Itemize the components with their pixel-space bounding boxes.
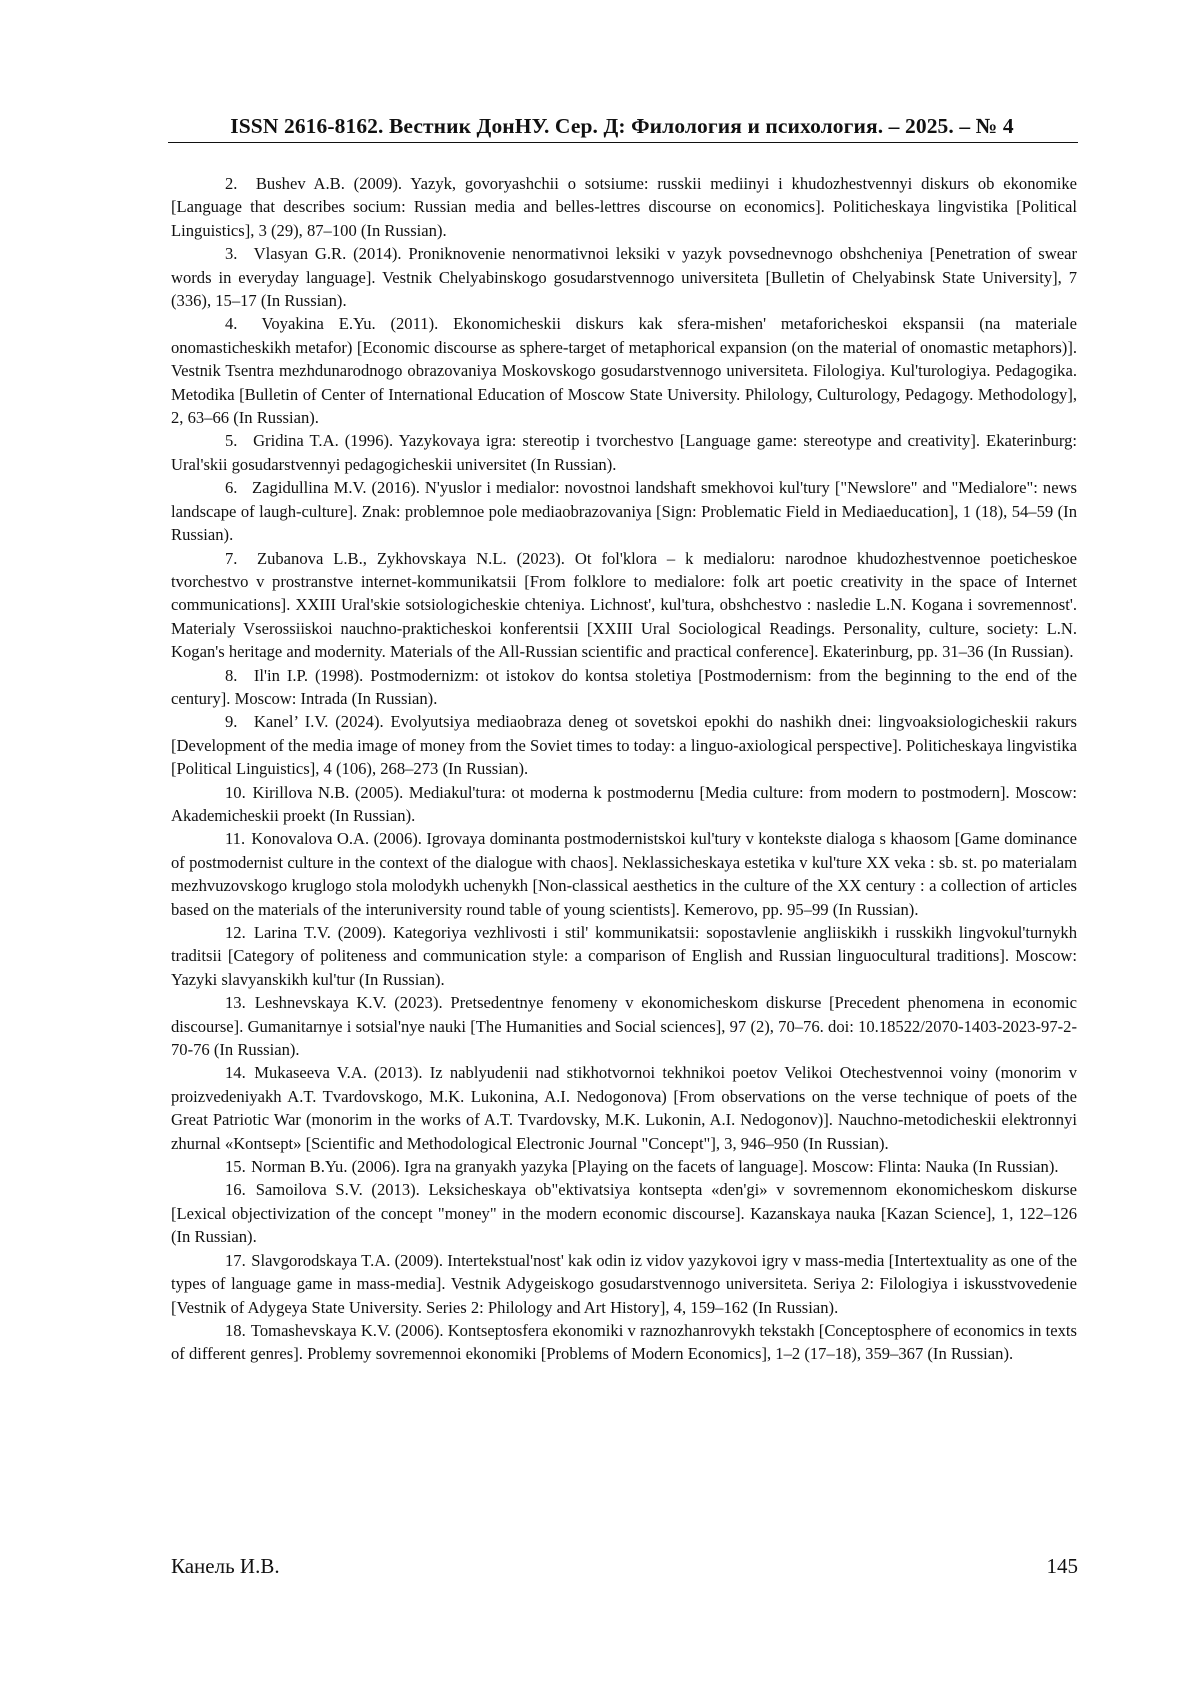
header-divider	[168, 142, 1078, 143]
reference-number: 5.	[225, 431, 238, 451]
reference-text: Slavgorodskaya T.A. (2009). Intertekstual'nost' kak odin iz vidov yazykovoi igry v mass-media [Intertextuality as one of the types of language game in mass-media]. Vestnik Adygeiskogo gosudarstvennogo universiteta. Seriya 2: Filologiya i iskusstvovedenie [Vestnik of Adygeya State University. Series 2: Philology and Art History], 4, 159–162 (In Russian).	[171, 1250, 1077, 1317]
reference-text: Samoilova S.V. (2013). Leksicheskaya ob"ektivatsiya kontsepta «den'gi» v sovremennom ekonomicheskom diskurse [Lexical objectivization of the concept "money" in the modern economic discourse]. Kazanskaya nauka [Kazan Science], 1, 122–126 (In Russian).	[171, 1180, 1077, 1247]
reference-text: Gridina T.A. (1996). Yazykovaya igra: stereotip i tvorchestvo [Language game: stereotype and creativity]. Ekaterinburg: Ural'skii gosudarstvennyi pedagogicheskii universitet (In Russian).	[171, 431, 1077, 474]
reference-item	[171, 664, 1077, 711]
reference-item	[171, 312, 1077, 429]
running-header: ISSN 2616-8162. Вестник ДонНУ. Сер. Д: Филология и психология. – 2025. – № 4	[230, 114, 1014, 138]
reference-number: 10.	[225, 782, 246, 802]
reference-item	[171, 1178, 1077, 1248]
reference-item	[171, 547, 1077, 664]
reference-number: 3.	[225, 244, 238, 264]
reference-item	[171, 429, 1077, 476]
reference-number: 6.	[225, 478, 238, 498]
reference-text: Tomashevskaya K.V. (2006). Kontseptosfera ekonomiki v raznozhanrovykh tekstakh [Conceptosphere of economics in texts of different genres]. Problemy sovremennoi ekonomiki [Problems of Modern Economics], 1–2 (17–18), 359–367 (In Russian).	[171, 1320, 1077, 1364]
reference-item	[171, 991, 1077, 1061]
reference-number: 13.	[225, 993, 246, 1013]
reference-number: 7.	[225, 548, 238, 568]
reference-text: Kanel’ I.V. (2024). Evolyutsiya mediaobraza deneg ot sovetskoi epokhi do nashikh dnei: lingvoaksiologicheskii rakurs [Development of the media image of money from the Soviet times to today: a linguo-axiological perspective]. Politicheskaya lingvistika [Political Linguistics], 4 (106), 268–273 (In Russian).	[171, 712, 1077, 779]
reference-item	[171, 1319, 1077, 1366]
reference-number: 4.	[225, 314, 238, 334]
reference-number: 12.	[225, 923, 246, 942]
reference-number: 8.	[225, 665, 238, 685]
reference-number: 17.	[225, 1250, 246, 1270]
reference-text: Il'in I.P. (1998). Postmodernizm: ot istokov do kontsa stoletiya [Postmodernism: from the beginning to the end of the century]. Moscow: Intrada (In Russian).	[171, 665, 1077, 708]
reference-list	[171, 172, 1077, 1366]
reference-text: Voyakina E.Yu. (2011). Ekonomicheskii diskurs kak sfera-mishen' metaforicheskoi ekspansii (na materiale onomasticheskikh metafor) [Economic discourse as sphere-target of metaphorical expansion (on the material of onomastic metaphors)]. Vestnik Tsentra mezhdunarodnogo obrazovaniya Moskovskogo gosudarstvennogo universiteta. Filologiya. Kul'turologiya. Pedagogika. Metodika [Bulletin of Center of International Education of Moscow State University. Philology, Culturology, Pedagogy. Methodology], 2, 63–66 (In Russian).	[171, 314, 1077, 428]
reference-number: 11.	[225, 829, 246, 849]
page-number: 145	[1046, 1554, 1078, 1578]
reference-number: 16.	[225, 1180, 246, 1200]
reference-number: 2.	[225, 174, 238, 193]
reference-item	[171, 710, 1077, 780]
reference-text: Mukaseeva V.A. (2013). Iz nablyudenii nad stikhotvornoi tekhnikoi poetov Velikoi Otechestvennoi voiny (monorim v proizvedeniyakh A.T. Tvardovskogo, M.K. Lukonina, A.I. Nedogonova) [From observations on the verse technique of poets of the Great Patriotic War (monorim in the works of A.T. Tvardovsky, M.K. Lukonin, A.I. Nedogonov)]. Nauchno-metodicheskii elektronnyi zhurnal «Kontsept» [Scientific and Methodological Electronic Journal "Concept"], 3, 946–950 (In Russian).	[171, 1063, 1077, 1153]
reference-item	[171, 781, 1077, 828]
reference-item	[171, 1061, 1077, 1155]
reference-number: 15.	[225, 1157, 246, 1177]
reference-item	[171, 476, 1077, 546]
reference-text: Norman B.Yu. (2006). Igra na granyakh yazyka [Playing on the facets of language]. Moscow: Flinta: Nauka (In Russian).	[251, 1157, 1059, 1177]
reference-item	[171, 1249, 1077, 1319]
reference-text: Zagidullina M.V. (2016). N'yuslor i medialor: novostnoi landshaft smekhovoi kul'tury ["Newslore" and "Medialore": news landscape of laugh-culture]. Znak: problemnoe pole mediaobrazovaniya [Sign: Problematic Field in Mediaeducation], 1 (18), 54–59 (In Russian).	[171, 478, 1078, 545]
reference-text: Leshnevskaya K.V. (2023). Pretsedentnye fenomeny v ekonomicheskom diskurse [Precedent phenomena in economic discourse]. Gumanitarnye i sotsial'nye nauki [The Humanities and Social sciences], 97 (2), 70–76. doi: 10.18522/2070-1403-2023-97-2-70-76 (In Russian).	[171, 993, 1077, 1060]
reference-number: 9.	[225, 712, 238, 732]
reference-item	[171, 827, 1077, 921]
reference-text: Vlasyan G.R. (2014). Proniknovenie nenormativnoi leksiki v yazyk povsednevnogo obshcheniya [Penetration of swear words in everyday language]. Vestnik Chelyabinskogo gosudarstvennogo universiteta [Bulletin of Chelyabinsk State University], 7 (336), 15–17 (In Russian).	[171, 244, 1077, 311]
reference-item	[171, 1155, 1077, 1178]
reference-text: Larina T.V. (2009). Kategoriya vezhlivosti i stil' kommunikatsii: sopostavlenie angliiskikh i russkikh lingvokul'turnykh traditsii [Category of politeness and communication style: a comparison of English and Russian linguocultural traditions]. Moscow: Yazyki slavyanskikh kul'tur (In Russian).	[171, 923, 1078, 989]
reference-text: Zubanova L.B., Zykhovskaya N.L. (2023). Ot fol'klora – k medialoru: narodnoe khudozhestvennoe poeticheskoe tvorchestvo v prostranstve internet-kommunikatsii [From folklore to medialore: folk art poetic creativity in the space of Internet communications]. XXIII Ural'skie sotsiologicheskie chteniya. Lichnost', kul'tura, obshchestvo : nasledie L.N. Kogana i sovremennost'. Materialy Vserossiiskoi nauchno-prakticheskoi konferentsii [XXIII Ural Sociological Readings. Personality, culture, society: L.N. Kogan's heritage and modernity. Materials of the All-Russian scientific and practical conference]. Ekaterinburg, pp. 31–36 (In Russian).	[171, 548, 1077, 662]
reference-text: Bushev A.B. (2009). Yazyk, govoryashchii o sotsiume: russkii mediinyi i khudozhestvennyi diskurs ob ekonomike [Language that describes socium: Russian media and belles-lettres discourse on economics]. Politicheskaya lingvistika [Political Linguistics], 3 (29), 87–100 (In Russian).	[171, 174, 1078, 240]
reference-item	[171, 172, 1077, 242]
reference-text: Konovalova O.A. (2006). Igrovaya dominanta postmodernistskoi kul'tury v kontekste dialoga s khaosom [Game dominance of postmodernist culture in the context of the dialogue with chaos]. Neklassicheskaya estetika v kul'ture XX veka : sb. st. po materialam mezhvuzovskogo kruglogo stola molodykh uchenykh [Non-classical aesthetics in the culture of the XX century : a collection of articles based on the materials of the interuniversity round table of young scientists]. Kemerovo, pp. 95–99 (In Russian).	[171, 829, 1077, 919]
footer-author: Канель И.В.	[171, 1554, 280, 1578]
reference-text: Kirillova N.B. (2005). Mediakul'tura: ot moderna k postmodernu [Media culture: from modern to postmodern]. Moscow: Akademicheskii proekt (In Russian).	[171, 782, 1077, 825]
reference-item	[171, 921, 1077, 991]
reference-item	[171, 242, 1077, 312]
reference-number: 18.	[225, 1320, 246, 1340]
reference-number: 14.	[225, 1063, 246, 1083]
